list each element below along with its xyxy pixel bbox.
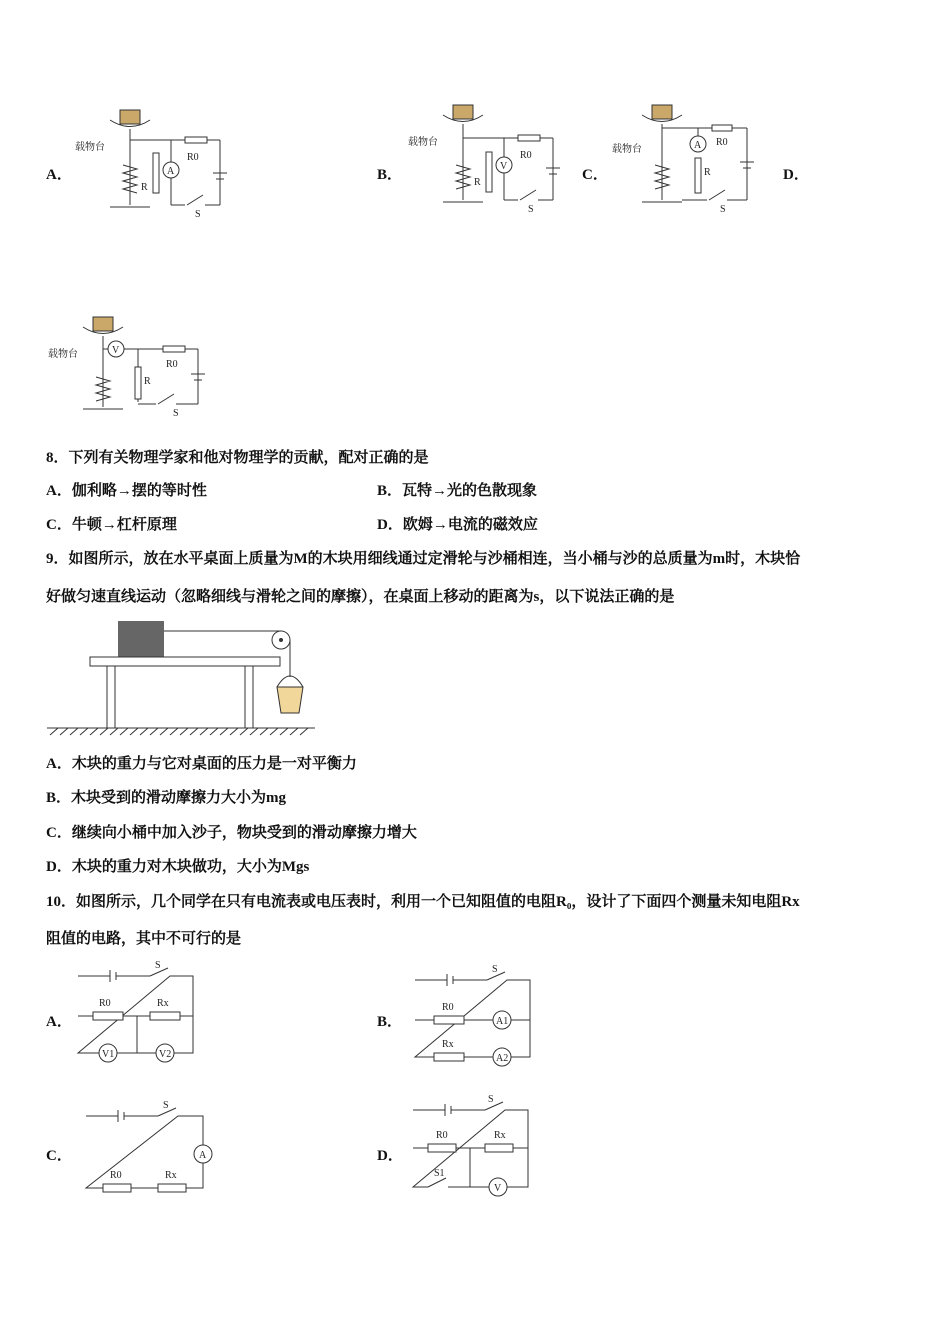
svg-text:V: V xyxy=(500,161,508,172)
q8-option-c: C．牛顿→杠杆原理 xyxy=(46,517,177,533)
q10-stem-line2: 阻值的电路，其中不可行的是 xyxy=(46,931,242,947)
svg-text:S: S xyxy=(488,1094,494,1105)
q7-figure-a xyxy=(75,105,240,220)
svg-text:S: S xyxy=(492,964,498,975)
svg-text:载物台: 载物台 xyxy=(75,142,105,153)
svg-text:V: V xyxy=(112,345,120,356)
q10-circuit-b xyxy=(412,962,537,1070)
q7-figure-c xyxy=(612,100,762,215)
q10-circuit-a xyxy=(75,958,200,1068)
q10-circuit-c xyxy=(83,1098,218,1198)
svg-text:A: A xyxy=(694,140,702,151)
q9-option-b: B．木块受到的滑动摩擦力大小为mg xyxy=(46,790,287,806)
svg-text:载物台: 载物台 xyxy=(408,137,438,148)
svg-text:载物台: 载物台 xyxy=(48,349,78,360)
q8-option-b: B．瓦特→光的色散现象 xyxy=(377,483,538,499)
q9-stem-line1: 9．如图所示，放在水平桌面上质量为M的木块用细线通过定滑轮与沙桶相连，当小桶与沙的总质量为m时，木块恰 xyxy=(46,551,801,567)
svg-text:Rx: Rx xyxy=(494,1130,506,1141)
svg-text:S: S xyxy=(195,209,201,220)
svg-text:A2: A2 xyxy=(496,1053,509,1064)
q10-option-d-label: D． xyxy=(377,1148,403,1164)
q9-option-d: D．木块的重力对木块做功，大小为Mgs xyxy=(46,859,310,875)
svg-text:Rx: Rx xyxy=(157,998,169,1009)
svg-text:A: A xyxy=(167,166,175,177)
q10-circuit-d xyxy=(410,1092,535,1198)
svg-text:A: A xyxy=(199,1150,207,1161)
svg-text:V1: V1 xyxy=(102,1049,115,1060)
svg-text:R: R xyxy=(704,167,711,178)
svg-text:R: R xyxy=(141,182,148,193)
svg-text:S: S xyxy=(155,960,161,971)
svg-text:V: V xyxy=(494,1183,502,1194)
q7-option-a-label: A． xyxy=(46,167,72,183)
svg-text:R: R xyxy=(474,177,481,188)
q10-stem-line1: 10．如图所示，几个同学在只有电流表或电压表时，利用一个已知阻值的电阻R₀，设计了下面四个测量未知电阻Rx xyxy=(46,894,800,910)
q7-option-c-label: C． xyxy=(582,167,608,183)
q9-stem-line2: 好做匀速直线运动（忽略细线与滑轮之间的摩擦），在桌面上移动的距离为s，以下说法正确的是 xyxy=(46,589,675,605)
q8-stem: 8．下列有关物理学家和他对物理学的贡献，配对正确的是 xyxy=(46,450,429,466)
svg-text:R0: R0 xyxy=(166,359,178,370)
q9-option-a: A．木块的重力与它对桌面的压力是一对平衡力 xyxy=(46,756,357,772)
svg-text:R0: R0 xyxy=(110,1170,122,1181)
q8-option-d: D．欧姆→电流的磁效应 xyxy=(377,517,538,533)
svg-text:S1: S1 xyxy=(434,1168,445,1179)
svg-text:载物台: 载物台 xyxy=(612,144,642,155)
q10-option-c-label: C． xyxy=(46,1148,72,1164)
q8-option-a: A．伽利略→摆的等时性 xyxy=(46,483,207,499)
svg-text:R0: R0 xyxy=(716,137,728,148)
svg-text:A1: A1 xyxy=(496,1016,509,1027)
q7-option-b-label: B． xyxy=(377,167,403,183)
svg-text:R0: R0 xyxy=(436,1130,448,1141)
q7-figure-d xyxy=(48,312,213,422)
svg-text:S: S xyxy=(163,1100,169,1111)
svg-text:R0: R0 xyxy=(520,150,532,161)
q10-option-b-label: B． xyxy=(377,1014,403,1030)
q7-figure-b xyxy=(408,100,573,215)
svg-text:R0: R0 xyxy=(99,998,111,1009)
svg-text:S: S xyxy=(720,204,726,215)
svg-text:R0: R0 xyxy=(442,1002,454,1013)
q9-option-c: C．继续向小桶中加入沙子，物块受到的滑动摩擦力增大 xyxy=(46,825,417,841)
svg-text:S: S xyxy=(173,408,179,419)
q10-option-a-label: A． xyxy=(46,1014,72,1030)
q9-table-pulley-figure xyxy=(45,615,325,740)
svg-text:Rx: Rx xyxy=(442,1039,454,1050)
svg-text:Rx: Rx xyxy=(165,1170,177,1181)
svg-text:V2: V2 xyxy=(159,1049,172,1060)
q7-option-d-label: D． xyxy=(783,167,809,183)
svg-text:R: R xyxy=(144,376,151,387)
svg-text:S: S xyxy=(528,204,534,215)
svg-text:R0: R0 xyxy=(187,152,199,163)
